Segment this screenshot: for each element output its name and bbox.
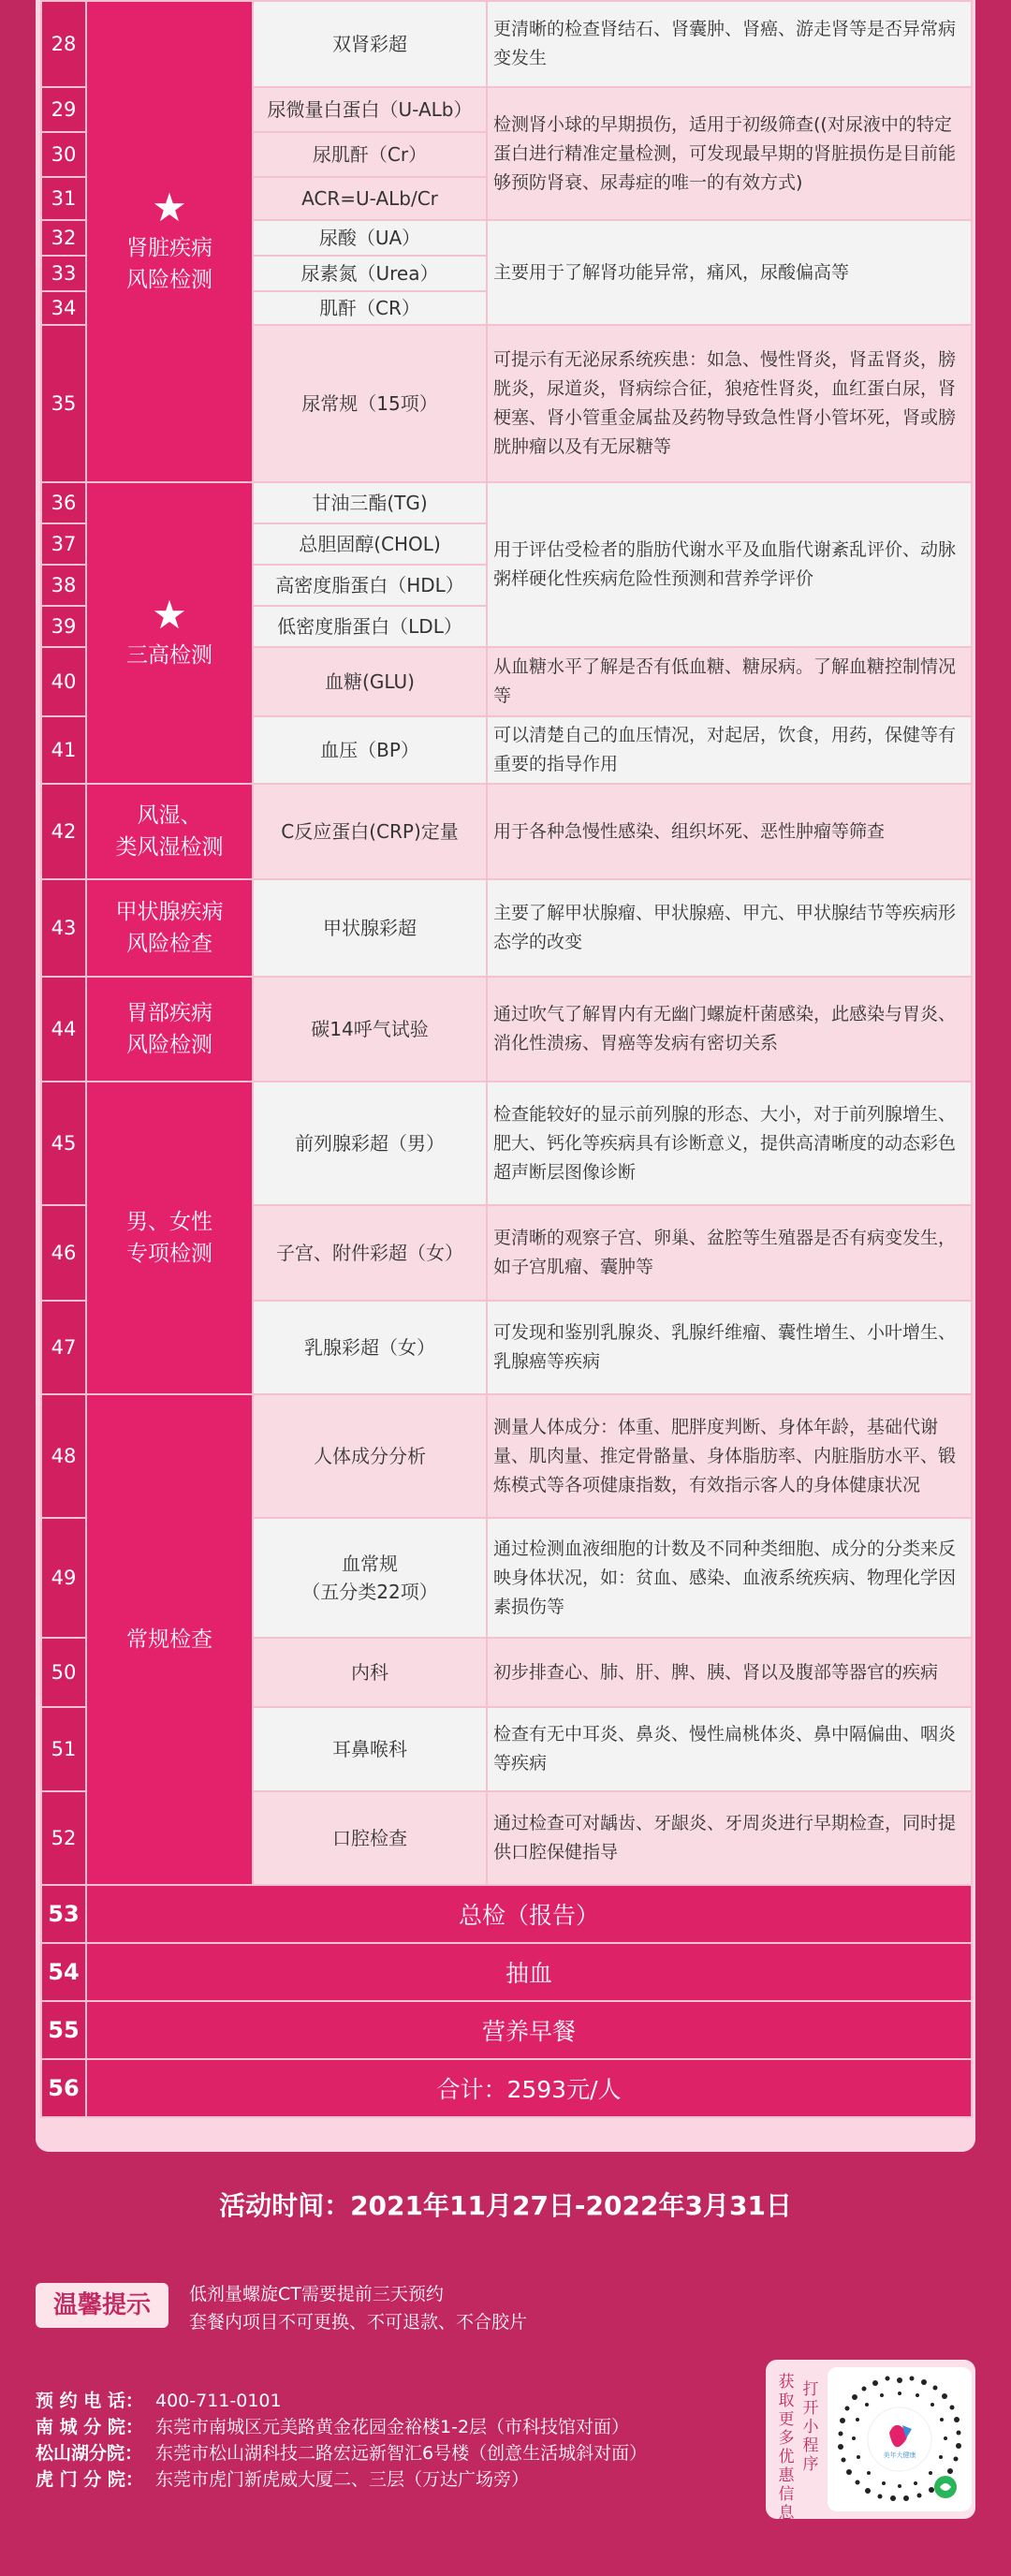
summary-row xyxy=(41,1885,972,1943)
exam-description: 通过检查可对龋齿、牙龈炎、牙周炎进行早期检查，同时提供口腔保健指导 xyxy=(487,1791,972,1885)
exam-item: 高密度脂蛋白（HDL） xyxy=(253,565,487,606)
exam-description: 检查能较好的显示前列腺的形态、大小，对于前列腺增生、肥大、钙化等疾病具有诊断意义，提供高清晰度的动态彩色超声断层图像诊断 xyxy=(487,1082,972,1205)
summary-item: 总检（报告） xyxy=(86,1885,972,1943)
table-row xyxy=(41,784,972,879)
exam-item: C反应蛋白(CRP)定量 xyxy=(253,784,487,879)
category-label: 肾脏疾病 风险检测 xyxy=(126,236,212,292)
exam-description: 主要用于了解肾功能异常，痛风，尿酸偏高等 xyxy=(487,220,972,325)
exam-description: 检测肾小球的早期损伤，适用于初级筛查((对尿液中的特定蛋白进行精准定量检测，可发现最早期的肾脏损伤是目前能够预防肾衰、尿毒症的唯一的有效方式) xyxy=(487,87,972,220)
row-number: 32 xyxy=(41,220,86,256)
row-number: 49 xyxy=(41,1518,86,1638)
exam-item: 尿常规（15项） xyxy=(253,325,487,482)
row-number: 38 xyxy=(41,565,86,606)
contact-label: 预 约 电 话： xyxy=(36,2391,143,2411)
exam-description: 通过吹气了解胃内有无幽门螺旋杆菌感染，此感染与胃炎、消化性溃疡、胃癌等发病有密切关系 xyxy=(487,977,972,1082)
row-number: 28 xyxy=(41,1,86,87)
exam-description: 可以清楚自己的血压情况，对起居，饮食，用药，保健等有重要的指导作用 xyxy=(487,716,972,784)
contact-branch xyxy=(36,2440,647,2466)
contact-label: 虎 门 分 院： xyxy=(36,2469,143,2490)
table-row xyxy=(41,1,972,87)
row-number: 51 xyxy=(41,1707,86,1791)
row-number: 40 xyxy=(41,647,86,716)
total-price: 合计：2593元/人 xyxy=(86,2059,972,2117)
row-number: 41 xyxy=(41,716,86,784)
activity-period: 活动时间：2021年11月27日-2022年3月31日 xyxy=(219,2190,792,2221)
tip-line: 套餐内项目不可更换、不可退款、不合胶片 xyxy=(189,2312,528,2333)
tip-line: 低剂量螺旋CT需要提前三天预约 xyxy=(189,2284,444,2304)
category-cell xyxy=(86,977,253,1082)
exam-item: 血压（BP） xyxy=(253,716,487,784)
row-number: 36 xyxy=(41,482,86,523)
row-number: 39 xyxy=(41,606,86,647)
table-row xyxy=(41,879,972,977)
exam-description: 主要了解甲状腺瘤、甲状腺癌、甲亢、甲状腺结节等疾病形态学的改变 xyxy=(487,879,972,977)
row-number: 44 xyxy=(41,977,86,1082)
exam-item: 尿酸（UA） xyxy=(253,220,487,256)
contact-phone xyxy=(36,2388,647,2414)
exam-item: 低密度脂蛋白（LDL） xyxy=(253,606,487,647)
exam-table xyxy=(40,0,973,2118)
category-cell xyxy=(86,879,253,977)
exam-item: 甘油三酯(TG) xyxy=(253,482,487,523)
table-row xyxy=(41,977,972,1082)
exam-item: 人体成分分析 xyxy=(253,1394,487,1518)
category-label: 胃部疾病 风险检测 xyxy=(126,1001,212,1057)
qr-caption: 打开小程序 xyxy=(802,2380,819,2474)
row-number: 37 xyxy=(41,523,86,565)
mini-program-qr-card[interactable] xyxy=(766,2360,975,2523)
exam-item: 碳14呼气试验 xyxy=(253,977,487,1082)
qr-caption: 获取更多优惠信息 xyxy=(778,2373,795,2523)
contact-branch xyxy=(36,2466,647,2493)
row-number: 30 xyxy=(41,132,86,177)
category-label: 男、女性 专项检测 xyxy=(126,1210,212,1266)
row-number: 54 xyxy=(41,1943,86,2001)
phone-number-link[interactable]: 400-711-0101 xyxy=(155,2391,282,2411)
row-number: 45 xyxy=(41,1082,86,1205)
qr-logo-text: 美年大健康 xyxy=(883,2451,916,2459)
category-label: 三高检测 xyxy=(126,643,212,668)
table-row xyxy=(41,1394,972,1518)
category-cell xyxy=(86,482,253,784)
exam-item: 耳鼻喉科 xyxy=(253,1707,487,1791)
exam-item: 口腔检查 xyxy=(253,1791,487,1885)
table-row xyxy=(41,482,972,523)
row-number: 29 xyxy=(41,87,86,132)
exam-item: 甲状腺彩超 xyxy=(253,879,487,977)
row-number: 52 xyxy=(41,1791,86,1885)
exam-description: 更清晰的检查肾结石、肾囊肿、肾癌、游走肾等是否异常病变发生 xyxy=(487,1,972,87)
exam-description: 初步排查心、肺、肝、脾、胰、肾以及腹部等器官的疾病 xyxy=(487,1638,972,1707)
contact-branch xyxy=(36,2414,647,2440)
category-cell xyxy=(86,1,253,482)
summary-row xyxy=(41,1943,972,2001)
row-number: 31 xyxy=(41,177,86,220)
exam-item: 尿素氮（Urea） xyxy=(253,256,487,291)
table-row xyxy=(41,1082,972,1205)
exam-description: 检查有无中耳炎、鼻炎、慢性扁桃体炎、鼻中隔偏曲、咽炎等疾病 xyxy=(487,1707,972,1791)
category-cell xyxy=(86,1082,253,1394)
exam-item: 总胆固醇(CHOL) xyxy=(253,523,487,565)
exam-description: 通过检测血液细胞的计数及不同种类细胞、成分的分类来反映身体状况，如：贫血、感染、血液系统疾病、物理化学因素损伤等 xyxy=(487,1518,972,1638)
row-number: 43 xyxy=(41,879,86,977)
exam-item: 尿微量白蛋白（U-ALb） xyxy=(253,87,487,132)
row-number: 47 xyxy=(41,1301,86,1394)
row-number: 35 xyxy=(41,325,86,482)
exam-description: 测量人体成分：体重、肥胖度判断、身体年龄，基础代谢量、肌肉量、推定骨骼量、身体脂肪率、内脏脂肪水平、锻炼模式等各项健康指数，有效指示客人的身体健康状况 xyxy=(487,1394,972,1518)
exam-item: 双肾彩超 xyxy=(253,1,487,87)
summary-row xyxy=(41,2059,972,2117)
row-number: 46 xyxy=(41,1205,86,1301)
category-label: 风湿、 类风湿检测 xyxy=(115,803,224,860)
tips-badge: 温馨提示 xyxy=(36,2283,168,2328)
exam-item: 血糖(GLU) xyxy=(253,647,487,716)
summary-item: 营养早餐 xyxy=(86,2001,972,2059)
summary-row xyxy=(41,2001,972,2059)
row-number: 48 xyxy=(41,1394,86,1518)
exam-table-panel xyxy=(36,0,975,2152)
exam-item: 血常规 （五分类22项） xyxy=(253,1518,487,1638)
exam-item: 内科 xyxy=(253,1638,487,1707)
row-number: 53 xyxy=(41,1885,86,1943)
row-number: 42 xyxy=(41,784,86,879)
row-number: 56 xyxy=(41,2059,86,2117)
row-number: 55 xyxy=(41,2001,86,2059)
contact-value: 东莞市虎门新虎威大厦二、三层（万达广场旁） xyxy=(155,2469,530,2490)
category-cell xyxy=(86,784,253,879)
contact-value: 东莞市松山湖科技二路宏远新智汇6号楼（创意生活城斜对面） xyxy=(155,2443,648,2464)
exam-description: 可发现和鉴别乳腺炎、乳腺纤维瘤、囊性增生、小叶增生、乳腺癌等疾病 xyxy=(487,1301,972,1394)
exam-item: 前列腺彩超（男） xyxy=(253,1082,487,1205)
exam-item: 肌酐（CR） xyxy=(253,291,487,325)
exam-item: ACR=U-ALb/Cr xyxy=(253,177,487,220)
exam-item: 子宫、附件彩超（女） xyxy=(253,1205,487,1301)
exam-item: 乳腺彩超（女） xyxy=(253,1301,487,1394)
contact-label: 南 城 分 院： xyxy=(36,2417,143,2437)
miniprogram-qr-icon[interactable] xyxy=(828,2367,972,2511)
row-number: 33 xyxy=(41,256,86,291)
star-icon: ★ xyxy=(152,592,187,638)
summary-item: 抽血 xyxy=(86,1943,972,2001)
exam-description: 从血糖水平了解是否有低血糖、糖尿病。了解血糖控制情况等 xyxy=(487,647,972,716)
category-label: 常规检查 xyxy=(126,1627,212,1652)
star-icon: ★ xyxy=(152,184,187,230)
exam-item: 尿肌酐（Cr） xyxy=(253,132,487,177)
tips-lines xyxy=(189,2280,527,2336)
category-cell xyxy=(86,1394,253,1885)
contact-list xyxy=(36,2388,647,2493)
row-number: 50 xyxy=(41,1638,86,1707)
contact-label: 松山湖分院： xyxy=(36,2443,143,2464)
category-label: 甲状腺疾病 风险检查 xyxy=(115,900,224,956)
exam-description: 用于评估受检者的脂肪代谢水平及血脂代谢紊乱评价、动脉粥样硬化性疾病危险性预测和营养学评价 xyxy=(487,482,972,647)
contact-value: 东莞市南城区元美路黄金花园金裕楼1-2层（市科技馆对面） xyxy=(155,2417,630,2437)
row-number: 34 xyxy=(41,291,86,325)
exam-description: 更清晰的观察子宫、卵巢、盆腔等生殖器是否有病变发生，如子宫肌瘤、囊肿等 xyxy=(487,1205,972,1301)
exam-description: 可提示有无泌尿系统疾患：如急、慢性肾炎，肾盂肾炎，膀胱炎，尿道炎，肾病综合征，狼疮性肾炎，血红蛋白尿，肾梗塞、肾小管重金属盐及药物导致急性肾小管坏死，肾或膀胱肿瘤以及有无尿糖等 xyxy=(487,325,972,482)
exam-description: 用于各种急慢性感染、组织坏死、恶性肿瘤等筛查 xyxy=(487,784,972,879)
